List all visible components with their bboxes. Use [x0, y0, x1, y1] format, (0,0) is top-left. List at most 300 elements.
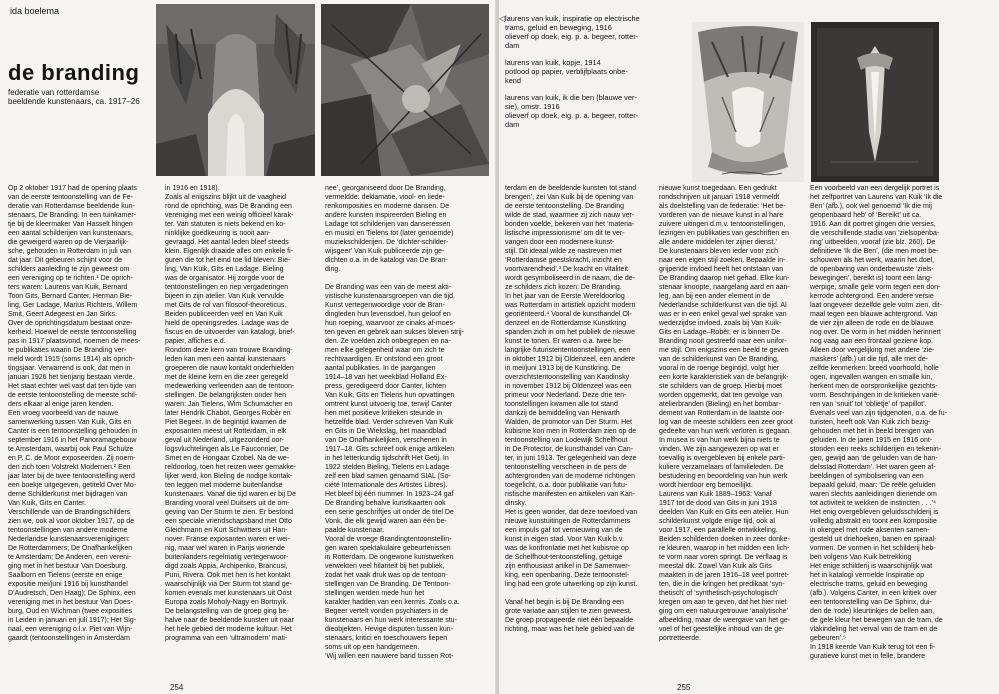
left-page: [0, 0, 497, 694]
text-line: de Schelfhout-tentoonstelling, getuige: [505, 554, 623, 561]
text-line: kunstenaars. Vanaf die tijd waren er bij De: [165, 491, 296, 498]
text-line: vorderen van de nieuwe kunst in al hare: [659, 212, 784, 219]
text-line: vereniging met in het bestuur Van Does-: [8, 599, 133, 606]
text-line: ten leggen met moderne buitenlandse: [165, 482, 283, 489]
text-line: bepaald geluid, maar: ‘De reële geluiden: [810, 482, 936, 489]
text-line: [505, 589, 653, 598]
text-line: ristische manifesten en artikelen van Kan-: [505, 491, 635, 498]
text-line: in Rotterdam. De ongewone kunstwerken: [325, 554, 454, 561]
text-line: was de organisator. Hij zorgde voor de: [165, 275, 285, 282]
text-line: me stijl. Om enigszins een beeld te geven: [659, 347, 789, 354]
text-line: king, een openbaring. Deze tentoonstel-: [505, 572, 630, 579]
text-line: in oktober 1912 bij Oldenzeel, een andere: [505, 356, 635, 363]
text-line: De kunstenaars bleven ieder voor zich: [659, 248, 779, 255]
illustration-ik-die-ben-painting: [811, 22, 939, 182]
text-line: de gele kleur het bewegen van de tram, de: [810, 617, 943, 624]
text-line: derne Schilderkunst met bijdragen van: [8, 491, 128, 498]
text-line: Het enige schilderij is waarschijnlijk wat: [810, 563, 933, 570]
text-line: Een vroeg voorbeeld van de nauwe: [8, 410, 119, 417]
text-line: brengen’, zei Van Kuik bij de opening van: [505, 194, 634, 201]
text-line: zelf een blad samen genaamd SIAL (So-: [325, 473, 451, 480]
article-subtitle: [8, 88, 140, 106]
text-line: Zoals al enigszins blijkt uit de vaagheid: [165, 194, 287, 201]
text-line: gaardt (tentoonstellingen in Amsterdam: [8, 635, 130, 642]
text-line: zien we, ook al voor oktober 1917, op de: [8, 518, 135, 525]
text-line: vooral in de roerige begintijd, volgt hier: [659, 365, 780, 372]
text-line: van de eerste tentoonstelling van de Fe-: [8, 194, 133, 201]
text-line: nog over. De vorm in het midden herinnert: [810, 329, 941, 336]
text-line: Kunst vertegenwoordige voor de Bran-: [325, 302, 445, 309]
caption-line: olieverf op doek, eig. p. a. begeer, rotter-: [505, 32, 639, 41]
text-line: van De Onafhankelijken, verschenen in: [325, 437, 447, 444]
text-line: ging om een natuurgetrouwe ‘analytische’: [659, 608, 789, 615]
text-line: Evenals veel van zijn tijdgenoten, o.a. de fu-: [810, 410, 947, 417]
text-line: gen, gewijd aan ‘de geluiden van de han-: [810, 455, 938, 462]
text-line: Europa zoals Moholy-Nagy en Bortnyik.: [165, 599, 288, 606]
text-line: ding.: [325, 266, 341, 273]
illustration-abstract-painting: [321, 4, 489, 176]
text-line: dieobjekten. Hevige disputen tussen kun-: [325, 626, 454, 633]
text-line: januari 1926 het tienjarig bestaan vierde.: [8, 374, 135, 381]
text-line: tentoonstellingen van andere moderne: [8, 527, 128, 534]
caption-line: dam: [505, 120, 520, 129]
text-line: atelierbranden (Bieling) en het bombar-: [659, 401, 781, 408]
text-line: een impuls gaf tot vernieuwing van de: [505, 527, 623, 534]
text-line: later Hendrik Chabot, Georges Robèr en: [165, 410, 291, 417]
caption-line: trams, geluid en beweging, 1916: [505, 23, 612, 32]
text-line: ten, die in die kringen het predikaat ‘syn-: [659, 581, 785, 588]
text-line: ogen, ingevallen wangen en smalle kin,: [810, 374, 933, 381]
text-line: In 1918 keerde Van Kuik terug tot een fi-: [810, 644, 936, 651]
text-line: Walden, de promotor van Der Sturm. Het: [505, 419, 632, 426]
text-line: grijpende invloed heeft het ontstaan van: [659, 266, 784, 273]
text-line: hield de openingsredes. Ladage was de: [165, 320, 289, 327]
text-line: kerrode achtergrond. Een andere versie: [810, 293, 934, 300]
text-line: wijsgeer’ Van Kuik publiceerde zijn ge-: [325, 248, 445, 255]
text-line: Saalborn en Tielens (eerste en enige: [8, 572, 123, 579]
text-line: afbeelding, maar de weergave van het ge-: [659, 617, 791, 624]
text-line: en P. C. de Moor exposeerden. Zij noem-: [8, 455, 136, 462]
text-line: een speciale vriendschapsband met Otto: [165, 518, 292, 525]
text-line: deratie van Rotterdamse beeldende kun-: [8, 203, 135, 210]
text-line: ten geven en gebrek aan sukses bleven strij-: [325, 329, 464, 336]
text-line: in het letterkundig tijdschrift Het Getij. In: [325, 455, 449, 462]
text-line: De Branding daarop niet gehad. Elke kun-: [659, 275, 790, 282]
text-line: Een voorbeeld van een dergelijk portret is: [810, 185, 940, 192]
text-line: Gleichmann en Kurt Schwitters uit Han-: [165, 527, 288, 534]
text-line: nig, maar wel waren in Parijs wonende: [165, 545, 285, 552]
text-line: tentoonstelling verscheen in de pers de: [505, 464, 627, 471]
text-line: de openbaring van onderbewuste ‘ziels-: [810, 266, 934, 273]
text-line: ling had een grote uitwerking op zijn kunst.: [505, 581, 638, 588]
text-line: wordt gesymboliseerd in de naam, die de-: [505, 275, 635, 282]
text-line: sche, gehouden in Rotterdam in juli van: [8, 248, 131, 255]
text-line: maskers’ (afb.) uit die tijd, alle met de-: [810, 356, 929, 363]
text-line: Over de oprichtingsdatum bestaat onze-: [8, 320, 133, 327]
text-line: in Leiden in januari en juli 1917); Het Sig-: [8, 617, 137, 624]
text-line: een boekje uitgegeven, getiteld Over Mo-: [8, 482, 137, 489]
text-line: Canter is een tentoonstelling gehouden in: [8, 428, 138, 435]
text-line: guratieve kunst met in felle, brandere: [810, 653, 926, 660]
text-line: maal tegen een blauwe achtergrond. Van: [810, 311, 938, 318]
left-column-3: [325, 184, 489, 679]
text-line: programma van een ‘ultramodern’ mati-: [165, 635, 288, 642]
text-line: kerheid. Hoewel de eerste tentoonstelling: [8, 329, 137, 336]
text-line: Branding vooral veel Duitsers uit de om-: [165, 500, 290, 507]
text-line: gedeelte van hun werk verloren is gegaan.: [659, 428, 791, 435]
text-line: reldoorlog, toen het reizen weer gemakke-: [165, 464, 297, 471]
text-line: volledig abstrakt en toont een kompositie: [810, 518, 937, 525]
subtitle-line: beeldende kunstenaars, ca. 1917–26: [8, 97, 140, 106]
text-line: een tentoonstelling van De Sphinx, dui-: [810, 599, 932, 606]
text-line: In het jaar van de Eerste Wereldoorlog: [505, 293, 625, 300]
ik-die-ben-graphic: [811, 22, 939, 182]
text-line: met Gits de rol van filosoof-theoreticus.: [165, 302, 287, 309]
caption-arrow-marker: ◁: [499, 14, 506, 23]
text-line: vinden. We zijn aangewezen op wat er: [659, 446, 779, 453]
text-line: worden opgemerkt, dat ten gevolge van: [659, 392, 782, 399]
text-line: richting, maar was het hele gebied van de: [505, 626, 635, 633]
text-line: De Rotterdammers; De Onafhankelijken: [8, 545, 133, 552]
subtitle-line: federatie van rotterdamse: [8, 88, 100, 97]
text-line: soms uit op een handgemeen.: [325, 644, 420, 651]
text-line: ling, Van Kuik, Gits en Ladage. Bieling: [165, 266, 284, 273]
text-line: naar een eigen stijl zoeken. Bepaalde in-: [659, 257, 786, 264]
text-line: portretteerde.: [659, 635, 702, 642]
text-line: naal, een vereniging o.l.v. Piet van Wijn-: [8, 626, 133, 633]
text-line: schilderkunst volgde enige tijd, ook al: [659, 518, 775, 525]
text-line: vormen. De vormen in het schilderij heb-: [810, 545, 936, 552]
text-line: Smit, Geert Adegeest en Jan Sirks.: [8, 311, 117, 318]
text-line: press, geredigeerd door Canter, lichten: [325, 383, 447, 390]
text-line: achtergronden van de moderne richtingen: [505, 473, 635, 480]
text-line: Verschillende van de Brandingschilders: [8, 509, 131, 516]
text-line: als doelstelling van de federatie: ‘Het be-: [659, 203, 786, 210]
text-line: kunstenaars en hun werk interessante stu-: [325, 617, 457, 624]
text-line: voel of het geestelijke inhoud van de ge-: [659, 626, 785, 633]
text-line: re kleuren, waarop in het midden een lich-: [659, 545, 790, 552]
text-line: geving van Der Sturm te zien. Er bestond: [165, 509, 294, 516]
text-line: een serie geschriftjes uit onder de titel De: [325, 509, 454, 516]
caption-line: laurens van kuik, ik die ben (blauwe ver-: [505, 93, 637, 102]
text-line: guren die tot het eind toe lid bleven: Bie-: [165, 257, 291, 264]
text-line: Van Kuik, Gits en Canter.: [8, 500, 87, 507]
text-line: Gits en Ladage–Robèr, er is binnen De: [659, 329, 781, 336]
text-line: stonden een reeks schilderijen en tekenin-: [810, 446, 942, 453]
left-column-1: [8, 184, 154, 679]
text-line: bonden voelde, bekeren van het ‘materia-: [505, 221, 635, 228]
kopje-drawing-graphic: [692, 22, 804, 182]
text-line: het hele gebied der moderne kultuur. Het: [165, 626, 292, 633]
text-line: vermeldde: deklamatie, viool- en liede-: [325, 194, 445, 201]
text-line: ders elkaar al enige jaren kenden.: [8, 401, 114, 408]
text-line: 1916. Aan dit portret gingen drie versies,: [810, 221, 936, 228]
text-line: alle andere middelen ter zijner dienst.’: [659, 239, 777, 246]
text-line: bestudering en beoordeling van hun werk: [659, 473, 788, 480]
text-line: in okergeel met rode aksenten samen-: [810, 527, 930, 534]
text-line: dankzij de bemiddeling van Herwarth: [505, 410, 620, 417]
text-line: ren van ‘snuit’ tot ‘oblietje’ of ‘papillot’.: [810, 401, 927, 408]
caption-group: [505, 14, 675, 129]
text-line: Toon Gits, Bernard Canter, Herman Bie-: [8, 293, 133, 300]
text-line: tje bij de kleermaker Van Hasselt hingen: [8, 221, 133, 228]
text-line: Nederlandse schilderkunst van die tijd. Al: [659, 302, 787, 309]
text-line: muziekschilderijen. De ‘dichter-schilder-: [325, 239, 449, 246]
text-line: die geweigerd waren op de Vierjaarlijk-: [8, 239, 129, 246]
text-line: stellingen. De belangrijksten onder hen: [165, 392, 287, 399]
caption-ik-die-ben: [505, 93, 675, 129]
text-line: Laurens van Kuik 1889–1963: Vanaf: [659, 491, 772, 498]
text-line: Vanaf het begin is bij De Branding een: [505, 599, 624, 606]
text-line: Nederlandse kunstenaarsverenigingen:: [8, 536, 130, 543]
text-line: nieuwe kunstuitingen de Rotterdammers: [505, 518, 631, 525]
text-line: halve naar de beeldende kunsten uit naar: [165, 617, 294, 624]
text-line: tentoonstelling van Lodewijk Schelfhout: [505, 437, 628, 444]
text-line: Van Kuik, Gits en Tielens hun opvattingen: [325, 392, 455, 399]
text-line: medewerking verleenden aan de tentoon-: [165, 383, 295, 390]
text-line: gesteld uit driehoeken, banen en spiraal-: [810, 536, 937, 543]
text-line: ben volgens Van Kuik betrekking: [810, 554, 912, 561]
text-line: meld wordt 1915 (soms 1914) als oprich-: [8, 356, 135, 363]
text-line: Branding nooit gestreefd naar een unifor-: [659, 338, 787, 345]
text-line: kuliere verzamelaars of familieleden. De: [659, 464, 784, 471]
text-line: ring’ uitbeelden, vooraf (zie blz. 260). De: [810, 239, 936, 246]
right-column-2: [659, 184, 819, 679]
text-line: ters waren: Laurens van Kuik, Bernard: [8, 284, 128, 291]
text-line: rondschrijven uit januari 1918 vermeldt: [659, 194, 780, 201]
text-line: en Gits in De Wiekslag, het maandblad: [325, 428, 447, 435]
left-column-2: [165, 184, 320, 679]
right-column-3: [810, 184, 992, 679]
text-line: De groep propageerde niet één bepaalde: [505, 617, 634, 624]
text-line: den. Ze voelden zich onbegrepen en na-: [325, 338, 451, 345]
text-line: denzeel en de Rotterdamse Kunstkring: [505, 320, 627, 327]
text-line: buitenlanders regelmatig vertegenwoor-: [165, 554, 289, 561]
text-line: ninklijke goedkeuring is nooit aan-: [165, 230, 271, 237]
abstract-painting-graphic: [321, 4, 489, 176]
page-number-right: 255: [677, 683, 691, 692]
text-line: komen evenals met kunstenaars uit Oost: [165, 590, 292, 597]
text-line: Het is geen wonder, dat deze toevloed van: [505, 509, 638, 516]
text-line: met de kleine kern en die zeer geregeld: [165, 374, 288, 381]
text-line: 1917 tot de dood van Gits in juni 1918: [659, 500, 777, 507]
text-line: samenwerking tussen Van Kuik, Gits en: [8, 419, 132, 426]
arch-drawing-graphic: [156, 4, 315, 176]
text-line: voor 1917, een parallelle ontwikkeling.: [659, 527, 778, 534]
text-line: gevraagd. Het aantal leden bleef steeds: [165, 239, 289, 246]
text-line: Alleen door vergelijking met andere ‘zie-: [810, 347, 935, 354]
text-line: ciété Internationale des Artistes Libres).: [325, 482, 448, 489]
text-line: primeur voor Nederland. Deze drie ten-: [505, 392, 627, 399]
text-line: maakten in de jaren 1916–18 veel portret-: [659, 572, 789, 579]
text-line: het zelfportret van Laurens van Kuik ‘Ik die: [810, 194, 943, 201]
text-line: Rondom deze kern van trouwe Branding-: [165, 347, 293, 354]
text-line: tingsjaar. Verwarrend is ook, dat men in: [8, 365, 131, 372]
text-line: in De Protector, de kunsthandel van Can-: [505, 446, 634, 453]
text-line: De Branding was een van de meest akti-: [325, 284, 452, 291]
text-line: ze schilders zich kozen: De Branding.: [505, 284, 622, 291]
text-line: thetisch’ of ‘synthetisch-psychologisch’: [659, 590, 779, 597]
text-line: jaar later bij de twee tentoonstelling werd: [8, 473, 135, 480]
text-line: Piet Begeer. In de begintijd kwamen de: [165, 419, 287, 426]
caption-kopje: [505, 58, 675, 85]
page-number-left: 254: [170, 683, 184, 692]
text-line: stenaars, kritici en toeschouwers liepen: [325, 635, 448, 642]
text-line: kunst te tonen. Er waren o.a. twee be-: [505, 338, 624, 345]
text-line: gen waren spektakulaire gebeurtenissen: [325, 545, 451, 552]
text-line: was er in een enkel geval wel sprake van: [659, 311, 787, 318]
text-line: burg, Oud en Wichman (twee exposities: [8, 608, 133, 615]
text-line: nog vaag aan een frontaal geziene kop.: [810, 338, 933, 345]
text-line: Het enig overgebleven geluidsschilderij is: [810, 509, 939, 516]
text-line: (afb.). Volgens Canter, in een kritiek over: [810, 590, 937, 597]
text-line: stenaars, De Branding. In een tuinkamer-: [8, 212, 137, 219]
text-line: waarschijnlijk via Der Sturm tot stand ge-: [165, 581, 292, 588]
text-line: Het staat echter wel vast dat ten tijde van: [8, 383, 137, 390]
text-line: 1922 stelden Bieling, Tielens en Ladage: [325, 464, 450, 471]
text-line: stijl. Dit ideaal wilde ze nastreven met: [505, 248, 622, 255]
right-column-1: [505, 184, 653, 679]
text-line: lijker werd, kon Bieling de nodige kontak-: [165, 473, 293, 480]
text-line: turisten, heeft ook Van Kuik zich bezig-: [810, 419, 931, 426]
text-line: kubisme kon men in Rotterdam zien op de: [505, 428, 637, 435]
text-line: ‘Rotterdamse geestskracht, inzicht en: [505, 257, 622, 264]
caption-line: kend: [505, 76, 522, 85]
text-line: overzichtstentoonstelling van Kandinsky: [505, 374, 630, 381]
text-line: men elke gelegenheid waar om zich te: [325, 347, 445, 354]
text-line: dinsky.: [505, 500, 527, 507]
text-line: in 1916 en 1918).: [165, 185, 220, 192]
text-line: meestal dik. Zowel Van Kuik als Gits: [659, 563, 772, 570]
text-line: de eerste tentoonstelling de meeste schil-: [8, 392, 138, 399]
text-line: herkent men de oorspronkelijke gezichts-: [810, 383, 938, 390]
text-line: spanden zich in om het publiek de nieuwe: [505, 329, 635, 336]
text-line: In musea is van hun werk bijna niets te: [659, 437, 780, 444]
text-line: De Branding behalve kunstkaarten ook: [325, 500, 446, 507]
text-line: was de konfrontatie met het kubisme op: [505, 545, 629, 552]
text-line: den zich toen Volstrekt Modernen.² Een: [8, 464, 131, 471]
text-line: te vorm naar voren springt. De verflaag is: [659, 554, 788, 561]
text-line: dingleden hun levensdoel, hun geloof en: [325, 311, 451, 318]
text-line: leg, aan bij een ander element in de: [659, 293, 771, 300]
text-line: die verschillende stadia van ‘zielsopenba-: [810, 230, 940, 237]
text-line: Op 2 oktober 1917 had de opening plaats: [8, 185, 137, 192]
text-line: een korte karakteristiek van de belangrijk-: [659, 374, 789, 381]
text-line: voortvarendheid’.³ De kracht en vitaliteit: [505, 266, 628, 273]
text-line: De belangstelling van de groep ging be-: [165, 608, 289, 615]
text-line: Puni, Rivera. Ook met hen is het kontakt: [165, 572, 291, 579]
text-line: ter. Van statuten is niets bekend en ko-: [165, 221, 286, 228]
text-line: te Amsterdam; De Anderen, een vereni-: [8, 554, 131, 561]
text-line: ‘Wij willen een nauwere band tussen Rot-: [325, 653, 454, 660]
text-line: Beiden publiceerden veel en Van Kuik: [165, 311, 283, 318]
text-line: ging met in het bestuur Van Doesburg.: [8, 563, 128, 570]
text-line: andere kunsten inspireerden Bieling en: [325, 212, 447, 219]
text-line: wordt hierdoor erg bemoeilijkt.: [659, 482, 753, 489]
text-line: in mei/juni 1913 bij de Kunstkring. De: [505, 365, 621, 372]
text-line: [325, 274, 489, 283]
text-line: werpige, smalle gele vorm tegen een don-: [810, 284, 941, 291]
text-line: log van de meeste schilders een zeer groot: [659, 419, 793, 426]
text-line: geopenbaard heb’ of ‘Bereikt’ uit ca.: [810, 212, 922, 219]
text-line: toegelicht, o.a. door publikatie van futu-: [505, 482, 628, 489]
text-line: een vereniging op te richten.¹ De oprich-: [8, 275, 133, 282]
text-line: exposanten meest uit Rotterdam, in elk: [165, 428, 287, 435]
text-line: 1917–18. Gits schreef ook enige artikelen: [325, 446, 455, 453]
text-line: langrijke futuristententoonstellingen, een: [505, 347, 631, 354]
text-line: lezingen en publikaties van geschriften en: [659, 230, 789, 237]
text-line: in november 1912 bij Oldenzeel was een: [505, 383, 632, 390]
text-line: tot activiteit te wekken de instincten . . .’⁴: [810, 500, 936, 507]
text-line: Beiden schilderden doeken in zeer donke-: [659, 536, 790, 543]
caption-line: laurens van kuik, kopje, 1914: [505, 58, 601, 67]
text-line: en musici en Tielens tot (later genoemde): [325, 230, 454, 237]
caption-line: potlood op papier, verblijfplaats onbe-: [505, 67, 628, 76]
text-line: stellingen van De Branding. De Tentoon-: [325, 581, 451, 588]
text-line: dichten o.a. in de katalogi van De Bran-: [325, 257, 448, 264]
text-line: wederzijdse invloed, zoals bij Van Kuik-: [659, 320, 782, 327]
text-line: de eerste tentoonstelling. De Branding: [505, 203, 625, 210]
text-line: de vier zijn alleen de rode en de blauwe: [810, 320, 934, 327]
text-line: Ben’ (afb.), ook wel genoemd ‘Ik die mij: [810, 203, 932, 210]
text-line: electrische trams, geluid en beweging: [810, 581, 928, 588]
text-line: gehouden met het in beeld brengen van: [810, 428, 934, 435]
text-line: tentoonstellingen en riep vergaderingen: [165, 284, 288, 291]
text-line: leden kan men een aantal kunstenaars: [165, 356, 286, 363]
text-line: expositie mei/juni 1916 bij kunsthandel: [8, 581, 128, 588]
text-line: renkomposities en moderne dansen. De: [325, 203, 450, 210]
text-line: bewegingen’, bereikt is) toont een lang-: [810, 275, 933, 282]
text-line: stenaar knoopte, naargelang aard en aan-: [659, 284, 790, 291]
text-line: grote variatie aan stijlen te zien geweest.: [505, 608, 632, 615]
text-line: zijn enthousiast artikel in De Samenwer-: [505, 563, 630, 570]
text-line: wilde de stad, waarmee zij zich nauw ver-: [505, 212, 635, 219]
text-line: rond de oprichting, was De Branding een: [165, 203, 292, 210]
text-line: dat jaar. Dit gebeuren schijnt voor de: [8, 257, 123, 264]
text-line: ling, Ger Ladage, Marius Richters, Willem: [8, 302, 138, 309]
text-line: karakter hadden van een kermis. Zoals o.a.: [325, 599, 460, 606]
text-line: fiscus en de uitvoerder van katalogi, brief-: [165, 329, 295, 336]
text-line: geval uit Nederland, uitgezonderd oor-: [165, 437, 285, 444]
text-line: hun roeping, waarvoor ze cinaks af-moes-: [325, 320, 456, 327]
text-line: pas in 1917 plaatsvond, noemen de mees-: [8, 338, 141, 345]
text-line: gebeuren’.⁵: [810, 635, 846, 642]
text-line: aantal publikaties. In de jaargangen: [325, 365, 436, 372]
text-line: van de schilderkunst van De Branding,: [659, 356, 779, 363]
text-line: den de ‘rode) kleurtinkjes de bellen aan,: [810, 608, 935, 615]
text-line: Smet en de Hongaar Czobel. Na de we-: [165, 455, 290, 462]
text-line: delsstad Rotterdam’. Het waren geen af-: [810, 464, 936, 471]
caption-line: olieverf op doek, eig. p. a. begeer, rotter-: [505, 111, 639, 120]
text-line: vorm. Beschrijvingen in de kritieken varië-: [810, 392, 940, 399]
text-line: zelfde kenmerken: breed voorhoofd, holle: [810, 365, 939, 372]
illustration-arch-drawing: [156, 4, 315, 176]
caption-inspiratie: [505, 14, 675, 50]
text-line: Het bleef bij één nummer. In 1923–24 gaf: [325, 491, 454, 498]
text-line: vlakindeling het verval van de tram en de: [810, 626, 938, 633]
illustration-kopje-drawing: [692, 22, 804, 182]
text-line: waren: Jan Tielens, Wim Schumacher en: [165, 401, 293, 408]
text-line: geluiden. In de jaren 1915 en 1916 ont-: [810, 437, 933, 444]
text-line: te Amsterdam, waarbij ook Paul Schulze: [8, 446, 134, 453]
text-line: hen met positieve kritieken steunde in: [325, 410, 443, 417]
text-line: nover. Franse exposanten waren er wei-: [165, 536, 290, 543]
text-line: deelden Van Kuik en Gits een atelier. Hun: [659, 509, 789, 516]
text-line: Begeer vertelt vonden psychiaters in de: [325, 608, 448, 615]
article-title: de branding: [8, 60, 140, 85]
caption-line: dam: [505, 41, 520, 50]
text-line: omtrent kunst uitvoerig toe, terwijl Canter: [325, 401, 453, 408]
